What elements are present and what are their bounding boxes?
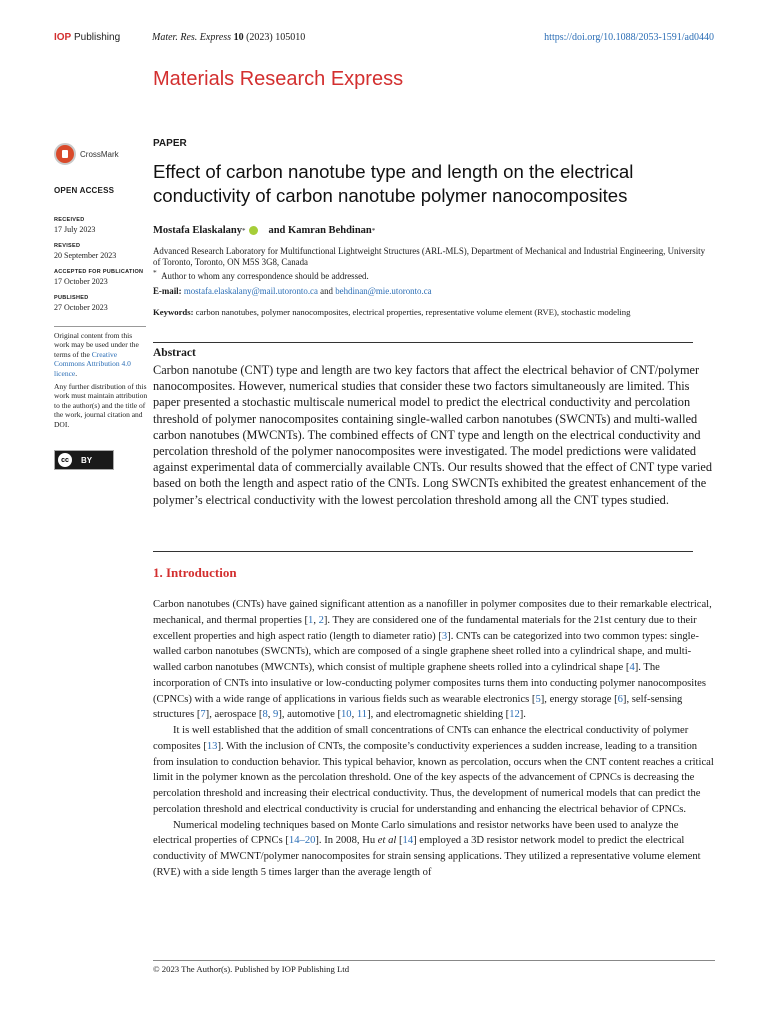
- text-run: ] employed a 3D resistor network model to predict the electrical conductivity of MWCNT/polymer nanocomposites for strain sensing applications. They utilized a representative volume element (RVE) with a side length 5 times larger than the average length of: [153, 835, 701, 878]
- corr-note-text: Author to whom any correspondence should be addressed.: [161, 270, 369, 281]
- doi-link[interactable]: https://doi.org/10.1088/2053-1591/ad0440: [544, 32, 714, 43]
- email-link[interactable]: mostafa.elaskalany@mail.utoronto.ca: [183, 286, 318, 296]
- journal-citation: [152, 32, 305, 43]
- abstract-heading: Abstract: [153, 347, 196, 359]
- paper-title: Effect of carbon nanotube type and length on the electrical conductivity of carbon nanotube polymer nanocomposites: [153, 161, 634, 206]
- publisher-logo-mark: IOP: [54, 32, 72, 43]
- footer-copyright: © 2023 The Author(s). Published by IOP Publishing Ltd: [153, 964, 350, 974]
- cc-icon: cc: [58, 453, 72, 467]
- open-access-label: OPEN ACCESS: [54, 186, 115, 195]
- footer-rule: [153, 960, 715, 961]
- citation-link[interactable]: 11: [356, 709, 368, 721]
- date-label: REVISED: [54, 243, 81, 249]
- date-received: [54, 215, 144, 235]
- paragraph: [153, 723, 715, 818]
- date-published: [54, 293, 144, 313]
- citation-link[interactable]: 3: [441, 630, 448, 642]
- abstract-text: Carbon nanotube (CNT) type and length are two key factors that affect the electrical behavior of CNT/polymer nanocomposites. However, numerical studies that consider these two factors simultaneously are limited. This paper presented a stochastic multiscale numerical model to predict the electrical conductivity and percolation threshold of polymer nanocomposites containing single-walled carbon nanotubes (SWCNTs) and multi-walled carbon nanotubes (MWCNTs). The combined effects of CNT type and length on the electrical conductivity and percolation threshold of the polymer nanocomposites were investigated. The model predictions were validated against experimental data of commercially available CNTs. Our results showed that the effect of CNT type varied based on both the length and aspect ratio of the CNTs. Long SWCNTs exhibited the greatest enhancement of the polymer’s electrical conductivity with the lowest percolation threshold among all the CNT types studied.: [153, 363, 713, 507]
- journal-year-article: (2023) 105010: [243, 32, 306, 43]
- text-run: It is well established that the addition of small concentrations of CNTs can enhance the electrical conductivity of polymer composites [: [153, 725, 689, 752]
- crossmark-button[interactable]: [54, 143, 119, 165]
- crossmark-icon: [54, 143, 76, 165]
- corr-mark: *: [153, 268, 157, 277]
- text-run: ], automotive [: [278, 709, 341, 721]
- text-run: Carbon nanotubes (CNTs) have gained significant attention as a nanofiller in polymer composites due to their remarkable electrical, mechanical, and thermal properties [: [153, 599, 712, 626]
- email-label: E-mail:: [153, 286, 184, 296]
- abstract-rule-top: [153, 342, 693, 343]
- citation-link[interactable]: 12: [509, 709, 520, 721]
- sidebar-divider: [54, 326, 146, 327]
- text-run: ], self-sensing structures [: [153, 693, 683, 721]
- publisher-logo-text: Publishing: [71, 32, 121, 43]
- citation-link[interactable]: 2: [318, 614, 324, 626]
- cc-by-badge[interactable]: [54, 450, 114, 470]
- journal-volume: 10: [233, 32, 244, 43]
- citation-link[interactable]: 14: [402, 835, 414, 847]
- licence-paragraph: [54, 331, 148, 378]
- date-value: 20 September 2023: [54, 251, 117, 260]
- author-corr-mark: *: [241, 226, 246, 235]
- paper-type: PAPER: [153, 138, 187, 149]
- paragraph: [153, 597, 715, 723]
- date-label: RECEIVED: [54, 217, 85, 223]
- date-value: 17 October 2023: [54, 277, 108, 286]
- licence-text: .: [75, 368, 78, 378]
- citation-link[interactable]: 7: [200, 709, 206, 721]
- text-run: Numerical modeling techniques based on Monte Carlo simulations and resistor networks have been used to analyze the electrical properties of CPNCs [: [153, 819, 679, 847]
- author-name: and Kamran Behdinan: [268, 225, 372, 236]
- citation-link[interactable]: 1: [308, 614, 314, 626]
- author-list: [153, 225, 375, 236]
- correspondence-note: [153, 268, 369, 281]
- date-revised: [54, 241, 144, 261]
- date-accepted: [54, 267, 144, 287]
- journal-abbrev: Mater. Res. Express: [152, 32, 232, 43]
- licence-distribution-text: Any further distribution of this work must maintain attribution to the author(s) and the title of the work, journal citation and DOI.: [54, 382, 148, 429]
- date-label: PUBLISHED: [54, 295, 89, 301]
- section-heading: 1. Introduction: [153, 565, 237, 580]
- text-run: ]. They are considered one of the fundamental materials for the 21st century due to their excellent properties and high aspect ratio (length to diameter ratio) [: [153, 614, 697, 642]
- date-value: 17 July 2023: [54, 225, 96, 234]
- citation-link[interactable]: 10: [341, 709, 352, 721]
- email-link[interactable]: behdinan@mie.utoronto.ca: [335, 286, 432, 296]
- citation-link[interactable]: 4: [629, 662, 635, 673]
- date-value: 27 October 2023: [54, 303, 108, 312]
- cc-licence-link[interactable]: Creative Commons Attribution 4.0 licence: [54, 349, 131, 378]
- text-run: ,: [267, 709, 274, 721]
- date-label: ACCEPTED FOR PUBLICATION: [54, 269, 144, 275]
- author-name: Mostafa Elaskalany: [153, 225, 242, 236]
- by-icon: BY: [81, 455, 93, 465]
- text-run: ], energy storage [: [540, 693, 618, 705]
- keywords-label: Keywords:: [153, 307, 196, 317]
- italic-text: et al: [377, 835, 397, 847]
- keywords-text: carbon nanotubes, polymer nanocomposites, electrical properties, representative volume element (RVE), stochastic modeling: [195, 307, 631, 317]
- author-corr-mark: *: [371, 226, 376, 235]
- text-run: ], and electromagnetic shielding [: [367, 709, 510, 721]
- text-run: ]. CNTs can be categorized into two common types: single-walled carbon nanotubes (SWCNTs), which are composed of a single graphene sheet rolled into a cylindrical shape, and multi-walled carbon nanotubes (MWCNTs), which consist of multiple graphene sheets rolled into a cylindrical shape [: [153, 630, 699, 673]
- licence-note: [54, 331, 148, 433]
- citation-link[interactable]: 5: [535, 693, 541, 705]
- citation-link[interactable]: 13: [206, 740, 218, 752]
- citation-link[interactable]: 9: [273, 709, 279, 721]
- text-run: ]. In 2008, Hu: [315, 835, 378, 847]
- crossmark-label: CrossMark: [80, 149, 119, 159]
- paragraph: [153, 818, 715, 881]
- email-and: and: [317, 286, 336, 296]
- abstract-rule-bottom: [153, 551, 693, 552]
- text-run: ,: [313, 614, 319, 626]
- text-run: ].: [519, 709, 526, 721]
- text-run: [: [396, 835, 403, 847]
- orcid-icon[interactable]: [249, 226, 258, 235]
- affiliation: Advanced Research Laboratory for Multifunctional Lightweight Structures (ARL-MLS), Department of Mechanical and Industrial Engineering, University of Toronto, Toronto, ON M5S 3G8, Canada: [153, 246, 706, 268]
- text-run: ]. With the inclusion of CNTs, the composite’s conductivity experiences a sudden increase, leading to a transition from insulation to conduction behavior. This typical behavior, known as percolation, occurs when the CNT content reaches a critical limit in the polymer known as the percolation threshold. One of the key aspects of the advancement of CPNCs is decreasing the percolation threshold and increasing their electrical conductivity. Thus, the development of numerical models that can predict the percolation threshold and electrical conductivity is crucial for understanding and enhancing the electrical behavior of CPNCs.: [153, 740, 714, 815]
- text-run: ,: [351, 709, 357, 721]
- citation-link[interactable]: 14–20: [288, 835, 316, 847]
- citation-link[interactable]: 8: [262, 709, 268, 721]
- body-text: [153, 597, 715, 881]
- keywords: [153, 307, 630, 317]
- text-run: ]. The incorporation of CNTs into insulative or low-conducting polymer composites turns them into conducting polymer nanocomposites (CPNCs) with a wide range of applications in various fields such as wearable electronics [: [153, 662, 706, 705]
- licence-text: Original content from this work may be used under the terms of the: [54, 331, 139, 359]
- citation-link[interactable]: 6: [617, 693, 623, 705]
- email-line: [153, 286, 432, 296]
- publisher-logo: [54, 32, 120, 43]
- text-run: ], aerospace [: [205, 709, 263, 721]
- journal-name: Materials Research Express: [153, 68, 404, 90]
